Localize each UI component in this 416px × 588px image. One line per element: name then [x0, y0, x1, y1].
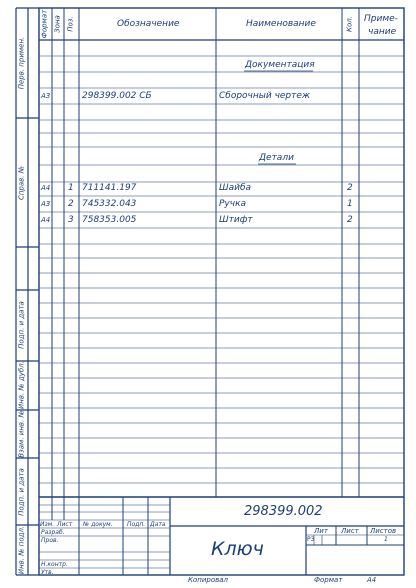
side-label-replace-inv: Взам. инв. № — [17, 410, 26, 458]
header-note-line1: Приме- — [364, 14, 398, 24]
header-pos: Поз. — [66, 16, 75, 32]
part-1-format: А4 — [41, 184, 51, 192]
part-1-designation: 711141.197 — [82, 183, 137, 193]
assembly-name: Сборочный чертеж — [219, 91, 311, 101]
part-3-name: Штифт — [219, 215, 253, 225]
side-label-first-use: Перв. примен. — [17, 36, 26, 90]
part-1-qty: 2 — [347, 183, 353, 193]
footer-copied: Копировал — [188, 576, 228, 584]
part-3-qty: 2 — [347, 215, 353, 225]
header-note-line2: чание — [368, 27, 397, 37]
footer-format-label: Формат — [314, 576, 343, 584]
side-label-dup-inv: Инв. № дубл. — [17, 361, 26, 409]
tb-norm-control: Н.контр. — [41, 561, 68, 568]
section-parts: Детали — [259, 153, 294, 163]
tb-checked: Пров. — [41, 537, 59, 544]
tb-approved: Утв. — [41, 569, 54, 576]
section-documentation: Документация — [245, 60, 315, 70]
tb-col-date: Дата — [150, 521, 166, 528]
side-label-orig-inv: Инв. № подл. — [17, 525, 26, 575]
tb-col-change: Изм. — [40, 521, 55, 528]
tb-doc-number: 298399.002 — [244, 504, 323, 519]
tb-sheet-label: Лист — [341, 527, 359, 535]
side-label-ref-no: Справ. № — [17, 165, 26, 201]
part-1-name: Шайба — [219, 183, 252, 193]
part-2-format: А3 — [41, 200, 51, 208]
tb-title: Ключ — [211, 538, 264, 560]
side-label-sign-date-2: Подп. и дата — [17, 468, 26, 516]
tb-developed: Разраб. — [41, 529, 65, 536]
part-2-name: Ручка — [219, 199, 247, 209]
part-1-pos: 1 — [68, 183, 74, 193]
tb-col-sheet: Лист — [57, 521, 73, 528]
footer-format-value: А4 — [367, 576, 377, 584]
header-qty: Кол. — [345, 16, 354, 32]
assembly-format: А3 — [41, 92, 51, 100]
part-3-designation: 758353.005 — [82, 215, 137, 225]
header-format: Формат — [40, 9, 49, 39]
tb-sheets-label: Листов — [370, 527, 397, 535]
tb-col-doc: № докум. — [83, 521, 113, 528]
tb-col-sign: Подп. — [127, 521, 146, 528]
header-designation: Обозначение — [117, 19, 180, 29]
part-3-pos: 3 — [68, 215, 74, 225]
assembly-designation: 298399.002 СБ — [82, 91, 152, 101]
tb-lit-value: РЗ — [307, 536, 315, 543]
part-3-format: А4 — [41, 216, 51, 224]
tb-sheets-value: 1 — [384, 536, 388, 543]
part-2-pos: 2 — [68, 199, 74, 209]
header-zone: Зона — [53, 15, 62, 33]
side-label-sign-date-1: Подп. и дата — [17, 301, 26, 349]
part-2-qty: 1 — [347, 199, 353, 209]
tb-lit-label: Лит — [314, 527, 328, 535]
part-2-designation: 745332.043 — [82, 199, 137, 209]
header-name: Наименование — [246, 19, 316, 29]
